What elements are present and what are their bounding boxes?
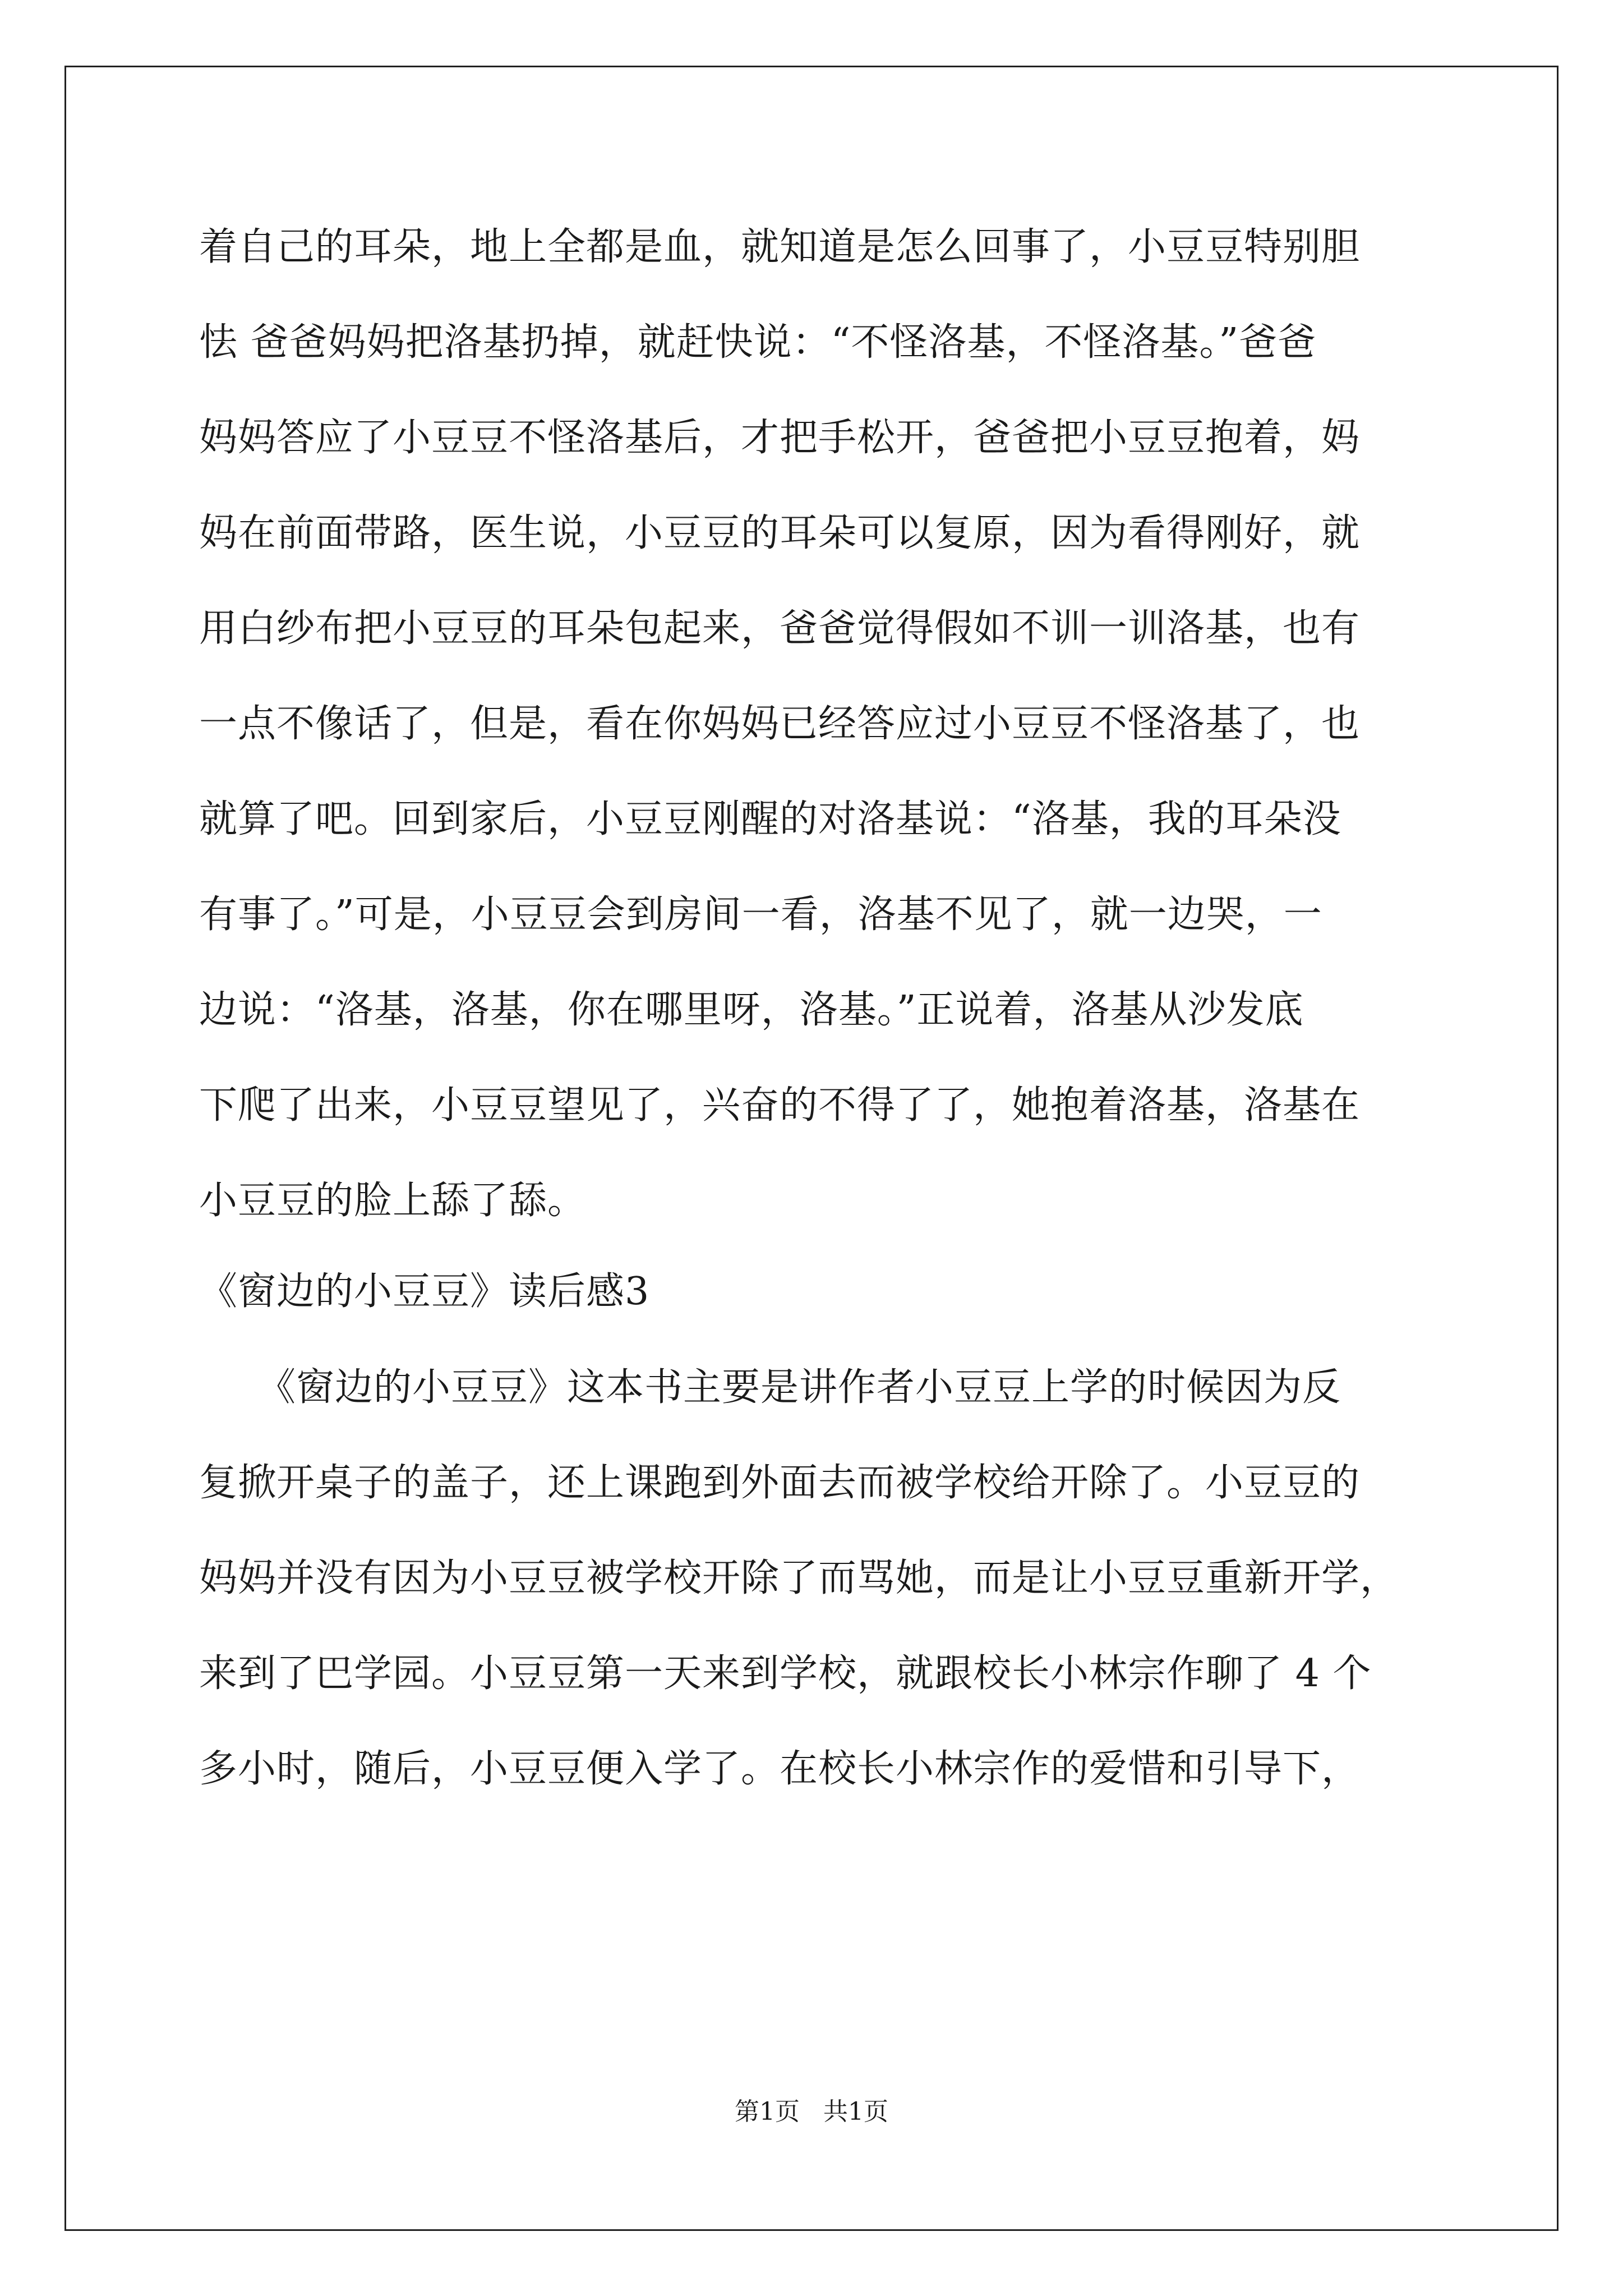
text-line-14: 复掀开桌子的盖子，还上课跑到外面去而被学校给开除了。小豆豆的 xyxy=(199,1461,1361,1505)
text-line-3: 妈妈答应了小豆豆不怪洛基后，才把手松开，爸爸把小豆豆抱着，妈 xyxy=(199,416,1361,460)
text-line-9: 边说：“洛基，洛基，你在哪里呀，洛基。”正说着，洛基从沙发底 xyxy=(199,988,1304,1032)
text-line-10: 下爬了出来，小豆豆望见了，兴奋的不得了了，她抱着洛基，洛基在 xyxy=(199,1083,1361,1128)
text-line-4: 妈在前面带路，医生说，小豆豆的耳朵可以复原，因为看得刚好，就 xyxy=(199,511,1361,555)
text-line-7: 就算了吧。回到家后，小豆豆刚醒的对洛基说：“洛基，我的耳朵没 xyxy=(199,797,1341,841)
text-line-8: 有事了。”可是，小豆豆会到房间一看，洛基不见了，就一边哭，一 xyxy=(199,892,1322,937)
text-line-11: 小豆豆的脸上舔了舔。 xyxy=(199,1179,587,1223)
text-line-17: 多小时，随后，小豆豆便入学了。在校长小林宗作的爱惜和引导下， xyxy=(199,1747,1361,1791)
page-frame xyxy=(64,66,1559,2231)
text-line-5: 用白纱布把小豆豆的耳朵包起来，爸爸觉得假如不训一训洛基，也有 xyxy=(199,606,1361,651)
text-line-16: 来到了巴学园。小豆豆第一天来到学校，就跟校长小林宗作聊了 4 个 xyxy=(199,1651,1372,1696)
text-line-2: 怯 爸爸妈妈把洛基扔掉，就赶快说：“不怪洛基，不怪洛基。”爸爸 xyxy=(199,320,1317,365)
page-footer: 第1页 共1页 xyxy=(735,2097,888,2126)
text-line-13: 《窗边的小豆豆》这本书主要是讲作者小豆豆上学的时候因为反 xyxy=(199,1365,1341,1410)
text-line-1: 着自己的耳朵，地上全都是血，就知道是怎么回事了，小豆豆特别胆 xyxy=(199,225,1361,269)
text-line-15: 妈妈并没有因为小豆豆被学校开除了而骂她，而是让小豆豆重新开学， xyxy=(199,1556,1399,1600)
text-line-6: 一点不像话了，但是，看在你妈妈已经答应过小豆豆不怪洛基了，也 xyxy=(199,702,1361,746)
section-heading: 《窗边的小豆豆》读后感3 xyxy=(199,1269,650,1314)
